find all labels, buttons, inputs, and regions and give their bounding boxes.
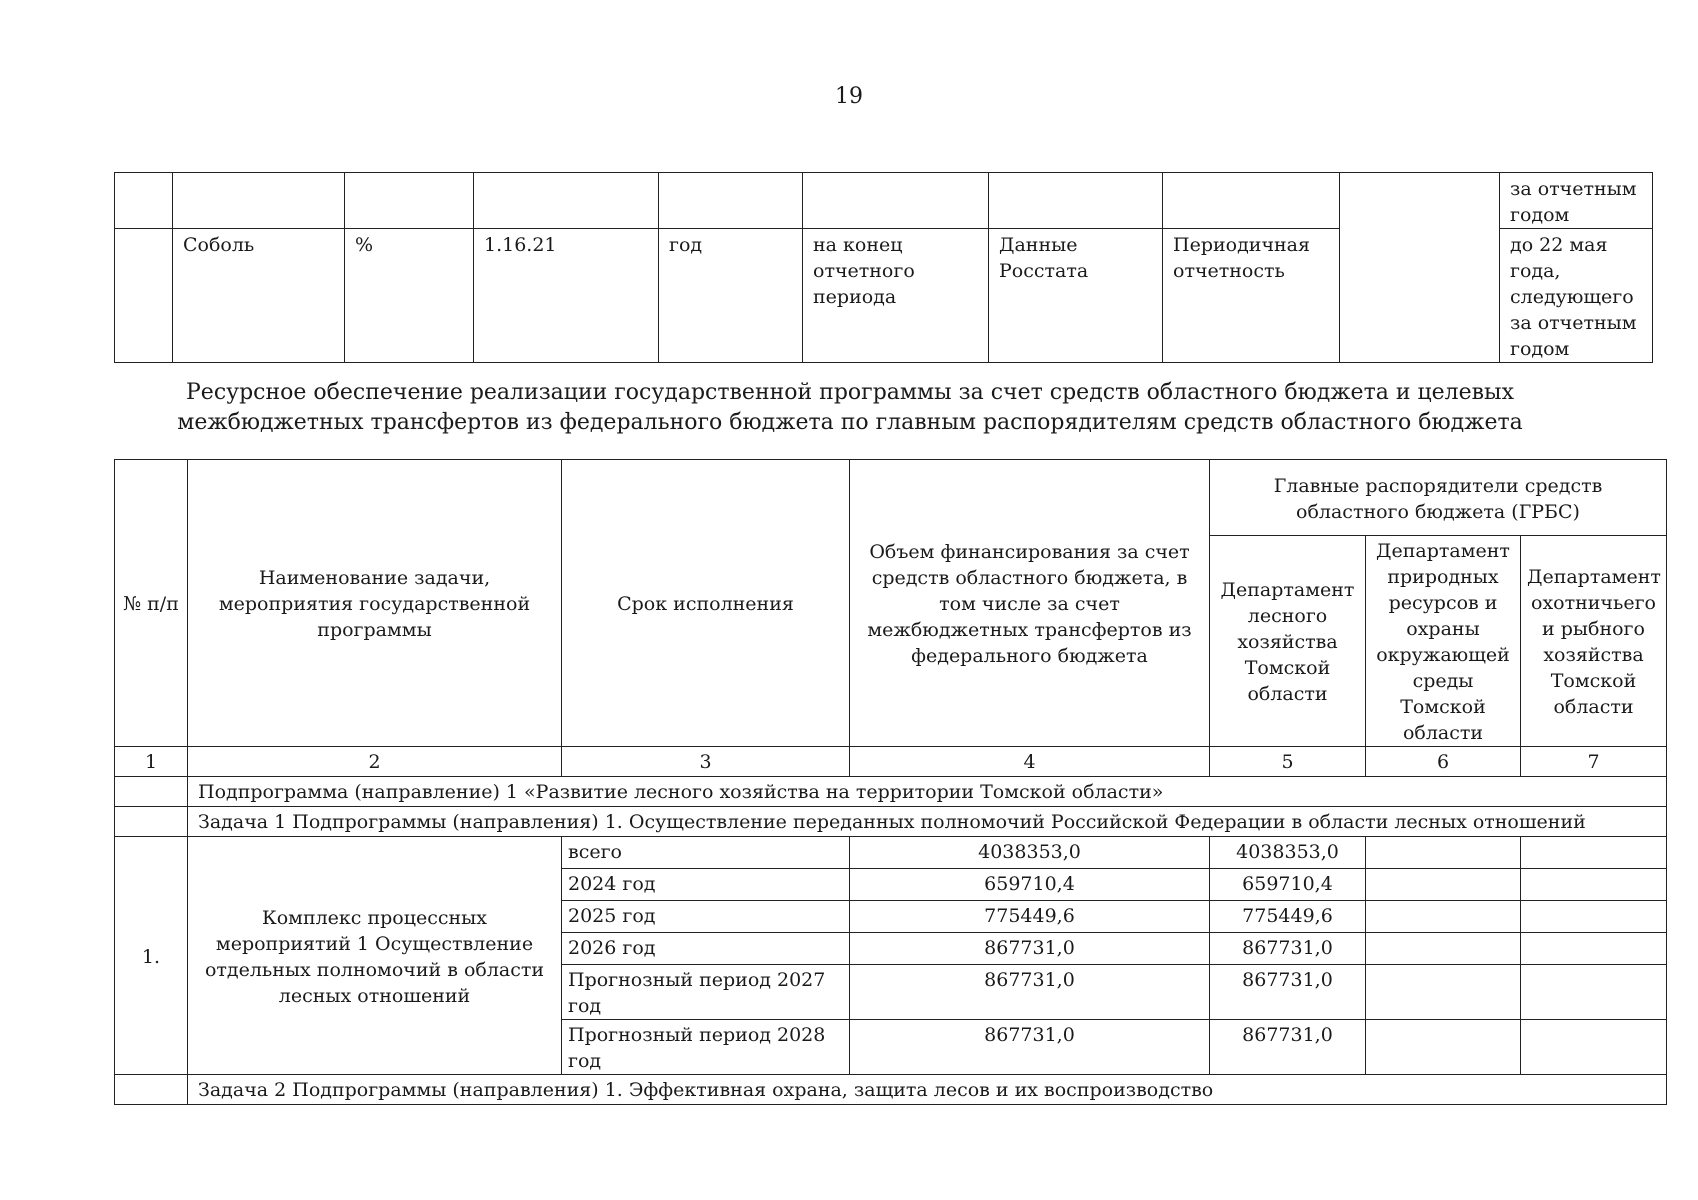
header-name: Наименование задачи, мероприятия государственной программы bbox=[188, 460, 562, 747]
header-row bbox=[115, 460, 1667, 536]
indicator-name: Соболь bbox=[173, 229, 345, 363]
dep2-cell bbox=[1366, 1020, 1521, 1075]
dep3-cell bbox=[1521, 869, 1667, 901]
column-number: 4 bbox=[850, 747, 1210, 777]
dep2-cell bbox=[1366, 965, 1521, 1020]
task-row bbox=[115, 807, 1667, 837]
method-cell: Периодичная отчетность bbox=[1163, 229, 1340, 363]
volume-cell: 659710,4 bbox=[850, 869, 1210, 901]
indicator-table bbox=[114, 172, 1653, 363]
task-title: Задача 2 Подпрограммы (направления) 1. Эффективная охрана, защита лесов и их воспроизводство bbox=[188, 1075, 1667, 1105]
code-cell: 1.16.21 bbox=[474, 229, 659, 363]
dep3-cell bbox=[1521, 1020, 1667, 1075]
volume-cell: 867731,0 bbox=[850, 933, 1210, 965]
volume-cell: 775449,6 bbox=[850, 901, 1210, 933]
table-row bbox=[115, 173, 1653, 229]
period-cell: год bbox=[659, 229, 803, 363]
header-term: Срок исполнения bbox=[562, 460, 850, 747]
table-row bbox=[115, 837, 1667, 869]
deadline-cell: за отчетным годом bbox=[1500, 173, 1653, 229]
dep1-cell: 867731,0 bbox=[1210, 965, 1366, 1020]
dep3-cell bbox=[1521, 965, 1667, 1020]
column-number: 3 bbox=[562, 747, 850, 777]
dep1-cell: 867731,0 bbox=[1210, 933, 1366, 965]
volume-cell: 867731,0 bbox=[850, 1020, 1210, 1075]
column-number-row bbox=[115, 747, 1667, 777]
header-grbs: Главные распорядители средств областного бюджета (ГРБС) bbox=[1210, 460, 1667, 536]
dep3-cell bbox=[1521, 901, 1667, 933]
task-title: Задача 1 Подпрограммы (направления) 1. Осуществление переданных полномочий Российской Федерации в области лесных отношений bbox=[188, 807, 1667, 837]
dep2-cell bbox=[1366, 837, 1521, 869]
dep1-cell: 867731,0 bbox=[1210, 1020, 1366, 1075]
header-num: № п/п bbox=[115, 460, 188, 747]
resource-table bbox=[114, 459, 1667, 1105]
term-cell: 2026 год bbox=[562, 933, 850, 965]
dep3-cell bbox=[1521, 933, 1667, 965]
column-number: 5 bbox=[1210, 747, 1366, 777]
source-cell: Данные Росстата bbox=[989, 229, 1163, 363]
deadline-cell: до 22 мая года, следующего за отчетным годом bbox=[1500, 229, 1653, 363]
header-volume: Объем финансирования за счет средств областного бюджета, в том числе за счет межбюджетных трансфертов из федерального бюджета bbox=[850, 460, 1210, 747]
term-cell: 2025 год bbox=[562, 901, 850, 933]
dep1-cell: 659710,4 bbox=[1210, 869, 1366, 901]
column-number: 6 bbox=[1366, 747, 1521, 777]
date-cell: на конец отчетного периода bbox=[803, 229, 989, 363]
task-row bbox=[115, 1075, 1667, 1105]
header-dep2: Департамент природных ресурсов и охраны окружающей среды Томской области bbox=[1366, 536, 1521, 747]
unit-cell: % bbox=[345, 229, 474, 363]
volume-cell: 4038353,0 bbox=[850, 837, 1210, 869]
dep1-cell: 4038353,0 bbox=[1210, 837, 1366, 869]
page-number: 19 bbox=[835, 84, 863, 109]
dep2-cell bbox=[1366, 933, 1521, 965]
dep2-cell bbox=[1366, 869, 1521, 901]
item-name: Комплекс процессных мероприятий 1 Осуществление отдельных полномочий в области лесных отношений bbox=[188, 837, 562, 1075]
section-title: Ресурсное обеспечение реализации государственной программы за счет средств областного бюджета и целевых межбюджетных трансфертов из федерального бюджета по главным распорядителям средств областного бюджета bbox=[177, 380, 1523, 435]
column-number: 2 bbox=[188, 747, 562, 777]
term-cell: Прогнозный период 2028 год bbox=[562, 1020, 850, 1075]
header-dep1: Департамент лесного хозяйства Томской области bbox=[1210, 536, 1366, 747]
dep2-cell bbox=[1366, 901, 1521, 933]
dep3-cell bbox=[1521, 837, 1667, 869]
term-cell: 2024 год bbox=[562, 869, 850, 901]
term-cell: всего bbox=[562, 837, 850, 869]
subprogram-row bbox=[115, 777, 1667, 807]
column-number: 7 bbox=[1521, 747, 1667, 777]
header-dep3: Департамент охотничьего и рыбного хозяйства Томской области bbox=[1521, 536, 1667, 747]
dep1-cell: 775449,6 bbox=[1210, 901, 1366, 933]
column-number: 1 bbox=[115, 747, 188, 777]
term-cell: Прогнозный период 2027 год bbox=[562, 965, 850, 1020]
volume-cell: 867731,0 bbox=[850, 965, 1210, 1020]
subprogram-title: Подпрограмма (направление) 1 «Развитие лесного хозяйства на территории Томской области» bbox=[188, 777, 1667, 807]
item-number: 1. bbox=[115, 837, 188, 1075]
